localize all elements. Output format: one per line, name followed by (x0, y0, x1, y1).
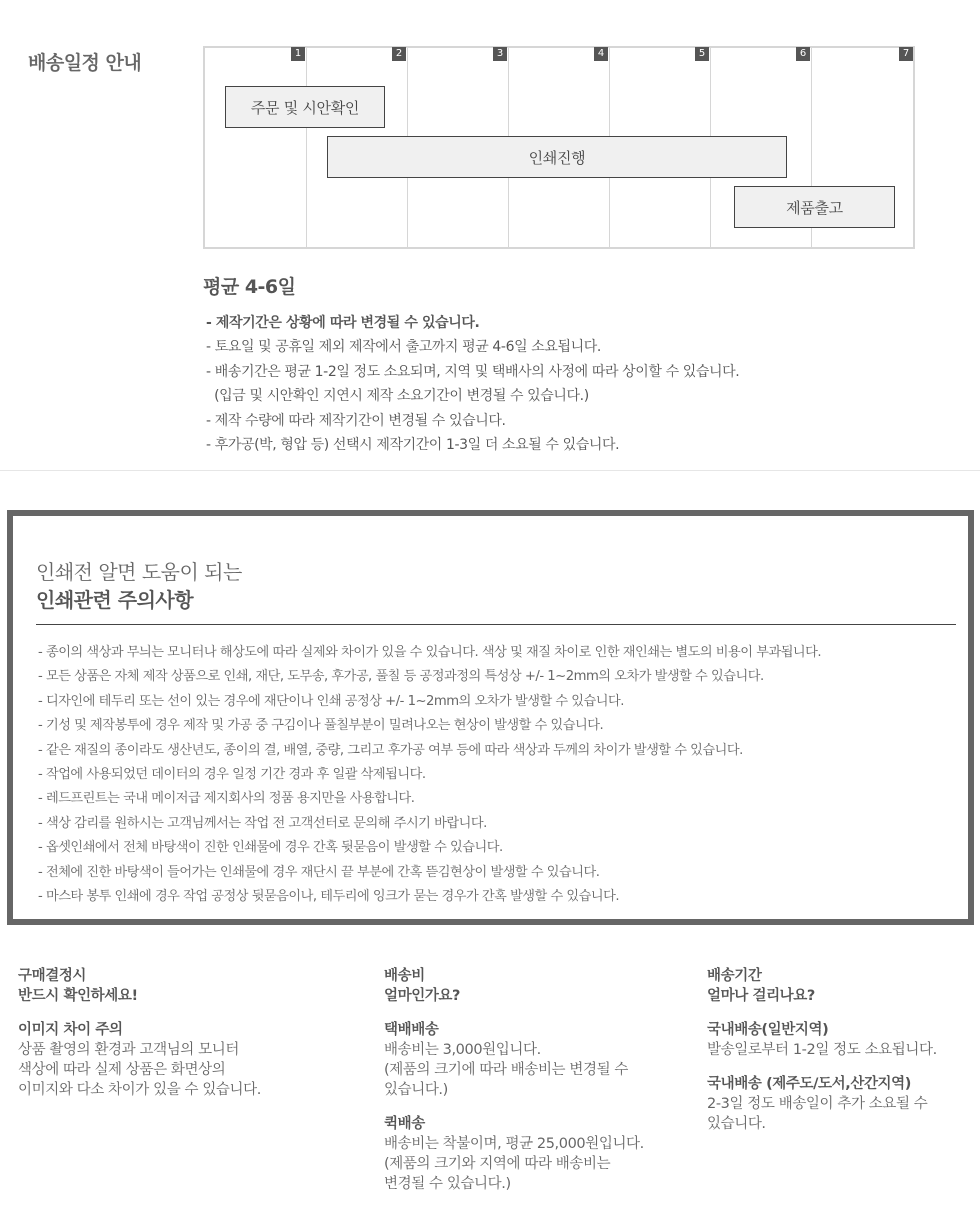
remote-delivery-text: 2-3일 정도 배송일이 추가 소요될 수 있습니다. (707, 1096, 928, 1132)
day-number-badge: 7 (899, 47, 913, 61)
section-divider (0, 470, 980, 471)
caution-item: - 작업에 사용되었던 데이터의 경우 일정 기간 경과 후 일괄 삭제됩니다. (38, 766, 426, 782)
schedule-note: - 토요일 및 공휴일 제외 제작에서 출고까지 평균 4-6일 소요됩니다. (206, 339, 601, 356)
caution-item: - 모든 상품은 자체 제작 상품으로 인쇄, 재단, 도무송, 후가공, 풀칠 등 공정과정의 특성상 +/- 1~2mm의 오차가 발생할 수 있습니다. (38, 669, 764, 685)
purchase-heading: 구매결정시 반드시 확인하세요! (18, 968, 138, 1004)
quick-delivery-heading: 퀵배송 (384, 1116, 425, 1132)
day-number-badge: 1 (291, 47, 305, 61)
schedule-note: - 제작 수량에 따라 제작기간이 변경될 수 있습니다. (206, 412, 506, 429)
caution-item: - 같은 재질의 종이라도 생산년도, 종이의 결, 배열, 중량, 그리고 후가공 여부 등에 따라 색상과 두께의 차이가 발생할 수 있습니다. (38, 742, 743, 758)
caution-list (38, 641, 821, 909)
day-number-badge: 4 (594, 47, 608, 61)
courier-delivery-text: 배송비는 3,000원입니다. (제품의 크기에 따라 배송비는 변경될 수 있습니다.) (384, 1042, 629, 1098)
caution-item: - 색상 감리를 원하시는 고객님께서는 작업 전 고객선터로 문의해 주시기 바랍니다. (38, 815, 487, 831)
caution-item: - 전체에 진한 바탕색이 들어가는 인쇄물에 경우 재단시 끝 부분에 간혹 뜯김현상이 발생할 수 있습니다. (38, 864, 600, 880)
domestic-delivery-text: 발송일로부터 1-2일 정도 소요됩니다. (707, 1042, 937, 1058)
print-caution-box (7, 510, 974, 925)
shipping-period-heading: 배송기간 얼마나 걸리나요? (707, 968, 815, 1004)
schedule-note: - 배송기간은 평균 1-2일 정도 소요되며, 지역 및 택배사의 사정에 따라 상이할 수 있습니다. (206, 363, 740, 380)
caution-subtitle: 인쇄전 알면 도움이 되는 (36, 560, 242, 584)
caution-item: - 레드프린트는 국내 메이저급 제지회사의 정품 용지만을 사용합니다. (38, 791, 415, 807)
average-duration-title: 평균 4-6일 (203, 276, 296, 298)
image-difference-heading: 이미지 차이 주의 (18, 1022, 123, 1038)
day-number-badge: 2 (392, 47, 406, 61)
day-number-badge: 6 (796, 47, 810, 61)
schedule-notes-list (206, 311, 739, 457)
remote-delivery-heading: 국내배송 (제주도/도서,산간지역) (707, 1076, 911, 1092)
caution-item: - 마스타 봉투 인쇄에 경우 작업 공정상 뒷묻음이나, 테두리에 잉크가 묻는 경우가 간혹 발생할 수 있습니다. (38, 888, 620, 904)
shipping-fee-column (384, 966, 694, 1194)
quick-delivery-text: 배송비는 착불이며, 평균 25,000원입니다. (제품의 크기와 지역에 따라 배송비는 변경될 수 있습니다.) (384, 1136, 644, 1192)
shipping-period-column (707, 966, 979, 1134)
schedule-section-title: 배송일정 안내 (28, 52, 142, 74)
timeline-bar-shipping: 제품출고 (734, 186, 895, 228)
caution-title: 인쇄관련 주의사항 (36, 588, 194, 612)
caution-item: - 종이의 색상과 무늬는 모니터나 해상도에 따라 실제와 차이가 있을 수 있습니다. 색상 및 재질 차이로 인한 재인쇄는 별도의 비용이 부과됩니다. (38, 645, 822, 660)
caution-item: - 옵셋인쇄에서 전체 바탕색이 진한 인쇄물에 경우 간혹 뒷묻음이 발생할 수 있습니다. (38, 840, 503, 856)
day-number-badge: 3 (493, 47, 507, 61)
schedule-note: - 제작기간은 상황에 따라 변경될 수 있습니다. (206, 315, 480, 331)
caution-item: - 기성 및 제작봉투에 경우 제작 및 가공 중 구김이나 풀칠부분이 밀려나오는 현상이 발생할 수 있습니다. (38, 718, 604, 734)
caution-item: - 디자인에 테두리 또는 선이 있는 경우에 재단이나 인쇄 공정상 +/- 1~2mm의 오차가 발생할 수 있습니다. (38, 693, 624, 709)
image-difference-text: 상품 촬영의 환경과 고객님의 모니터 색상에 따라 실제 상품은 화면상의 이미지와 다소 차이가 있을 수 있습니다. (18, 1042, 261, 1098)
timeline-bar-order-proof: 주문 및 시안확인 (225, 86, 385, 128)
purchase-info-column (18, 966, 358, 1100)
schedule-note: - 후가공(박, 형압 등) 선택시 제작기간이 1-3일 더 소요될 수 있습니다. (206, 436, 620, 453)
courier-delivery-heading: 택배배송 (384, 1022, 439, 1038)
timeline-bar-printing: 인쇄진행 (327, 136, 787, 178)
day-number-badge: 5 (695, 47, 709, 61)
domestic-delivery-heading: 국내배송(일반지역) (707, 1022, 829, 1038)
shipping-fee-heading: 배송비 얼마인가요? (384, 968, 461, 1004)
timeline-divider (306, 48, 307, 247)
schedule-timeline (203, 46, 915, 249)
schedule-note: (입금 및 시안확인 지연시 제작 소요기간이 변경될 수 있습니다.) (206, 388, 589, 405)
caution-title-rule (36, 624, 956, 625)
